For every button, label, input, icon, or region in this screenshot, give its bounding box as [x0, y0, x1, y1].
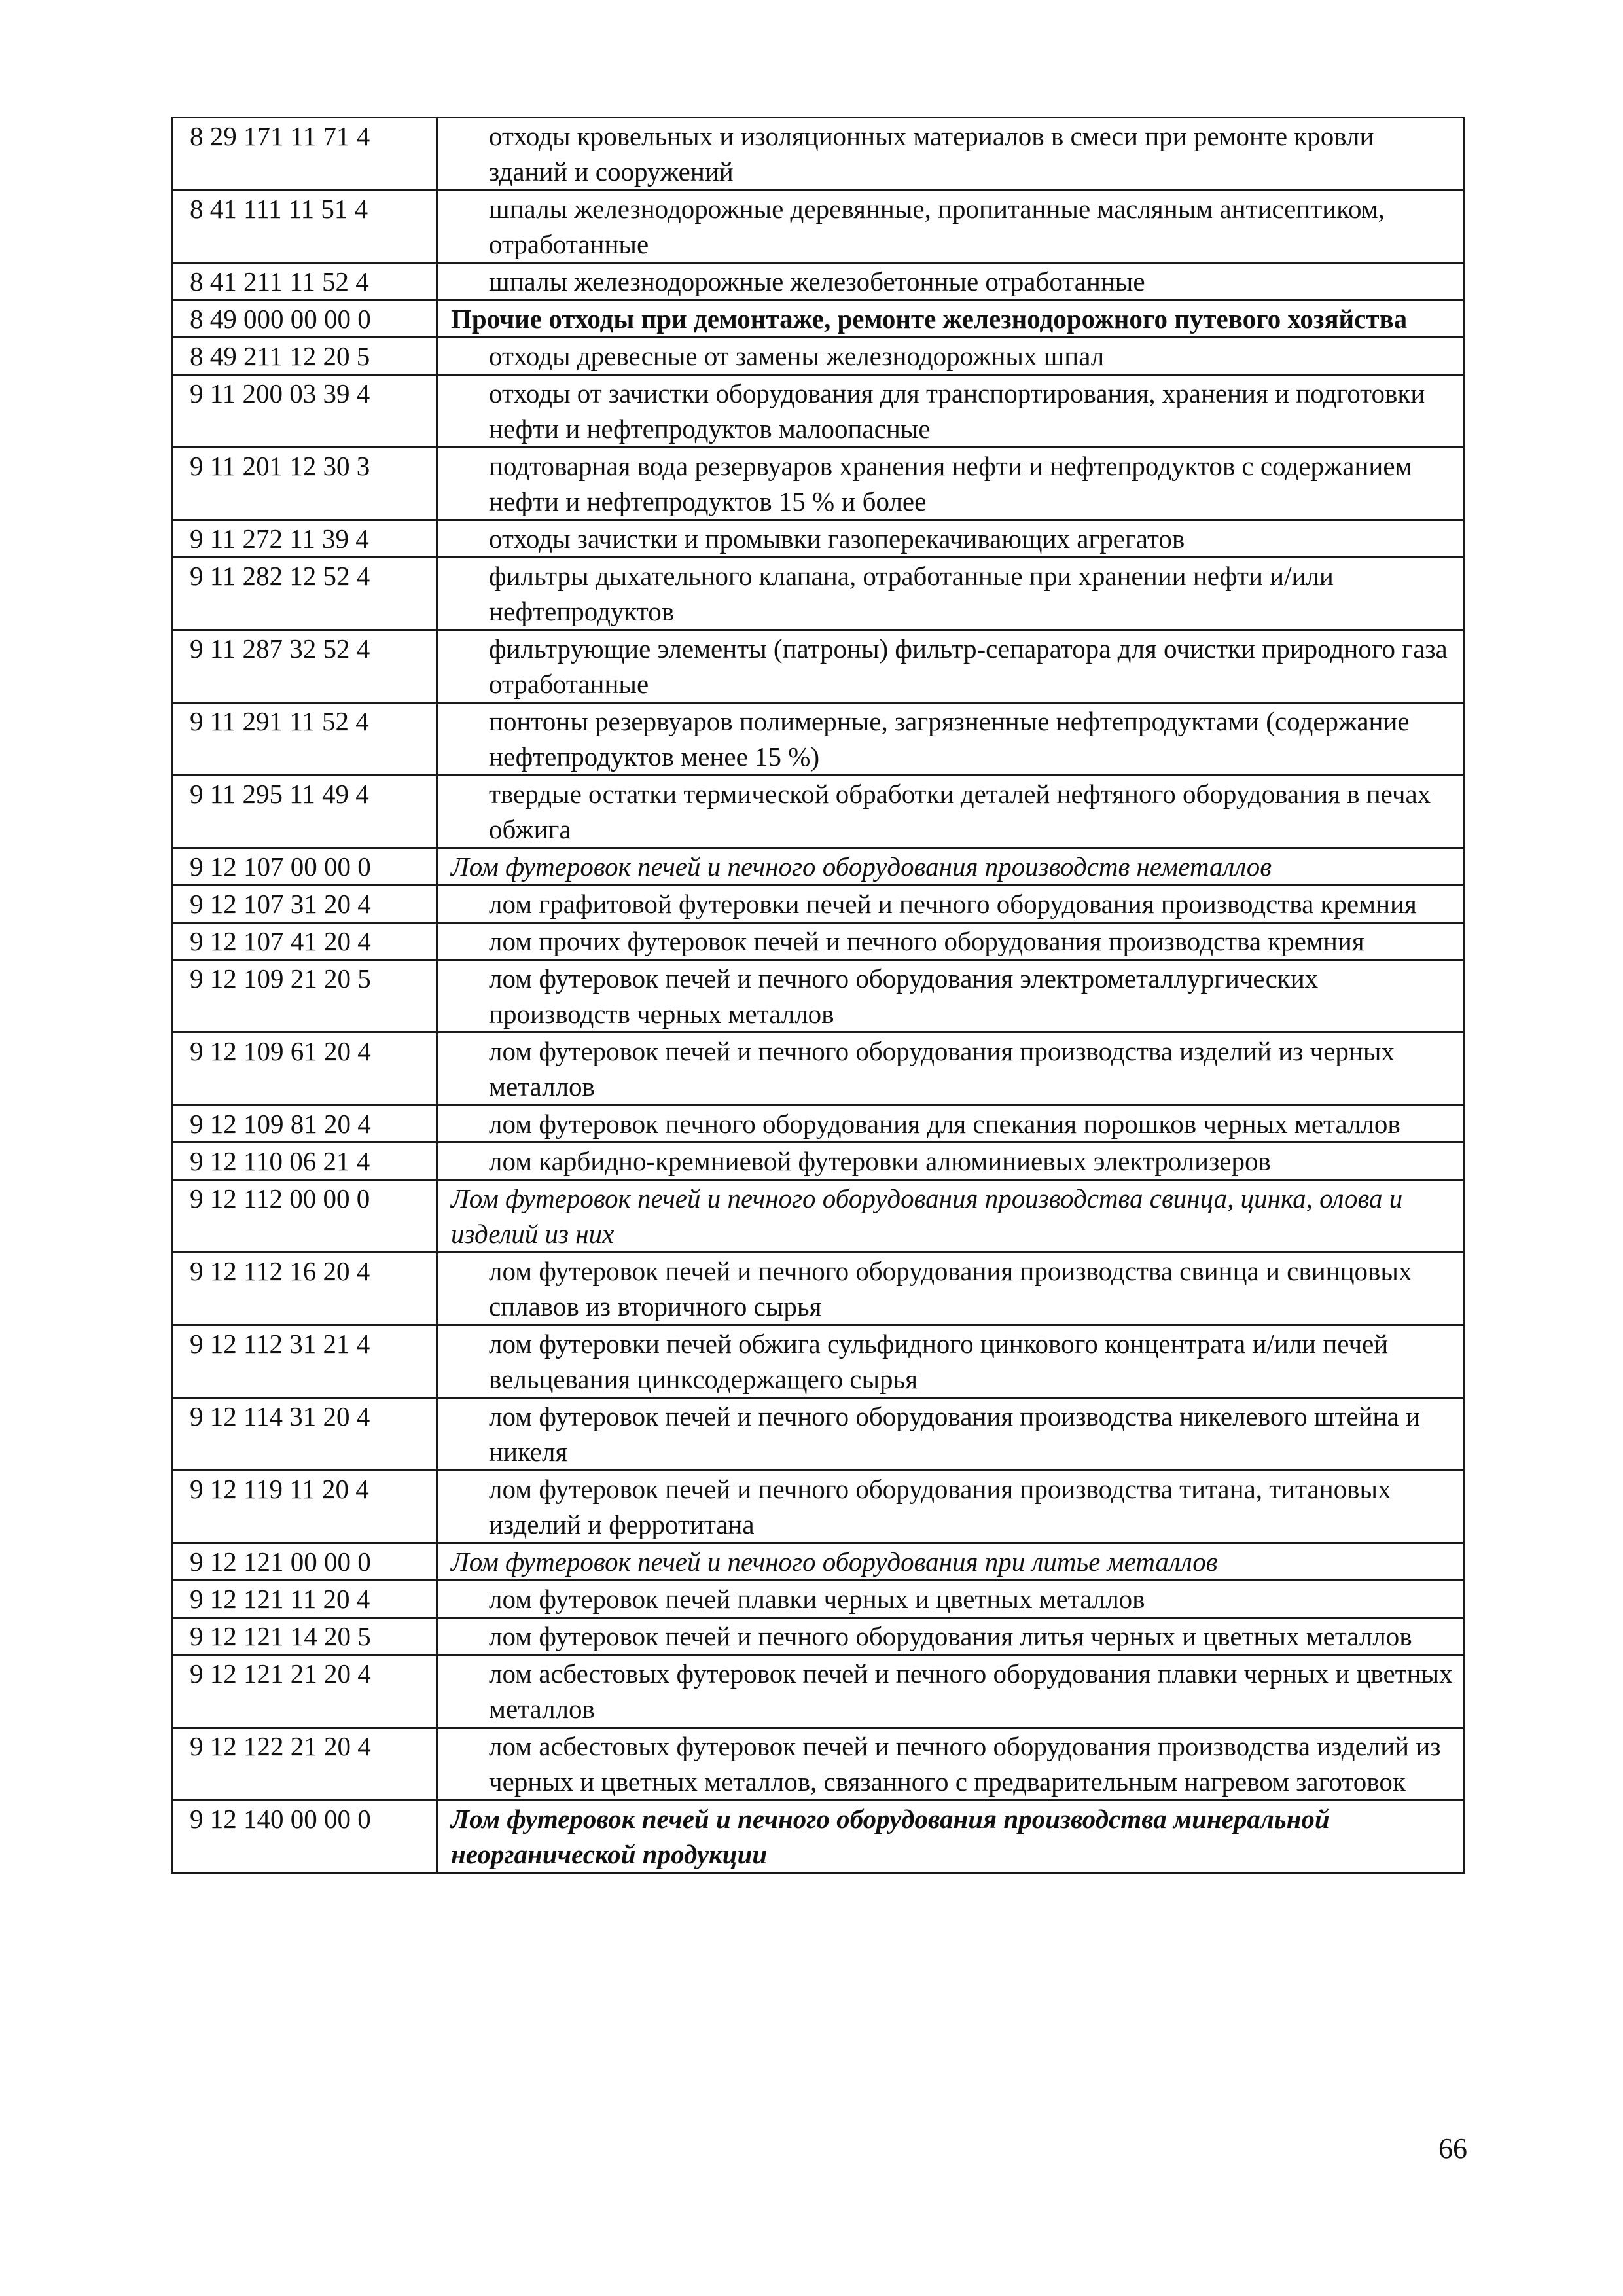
page-number: 66: [1438, 2132, 1467, 2164]
waste-name-cell: Прочие отходы при демонтаже, ремонте железнодорожного путевого хозяйства: [437, 300, 1465, 338]
waste-name-cell: лом карбидно-кремниевой футеровки алюминиевых электролизеров: [437, 1143, 1465, 1180]
waste-name-cell: шпалы железнодорожные деревянные, пропитанные масляным антисептиком, отработанные: [437, 190, 1465, 263]
waste-code-cell: 9 12 107 31 20 4: [172, 886, 437, 923]
waste-name-cell: лом футеровок печей и печного оборудования производства никелевого штейна и никеля: [437, 1398, 1465, 1471]
waste-name-cell: подтоварная вода резервуаров хранения нефти и нефтепродуктов с содержанием нефти и нефтепродуктов 15 % и более: [437, 448, 1465, 520]
waste-name-cell: лом футеровок печей плавки черных и цветных металлов: [437, 1581, 1465, 1618]
table-row: [172, 1325, 1465, 1398]
waste-name-cell: Лом футеровок печей и печного оборудования производств неметаллов: [437, 848, 1465, 886]
table-row: [172, 886, 1465, 923]
waste-code-cell: 8 41 211 11 52 4: [172, 263, 437, 300]
waste-name-cell: лом асбестовых футеровок печей и печного оборудования производства изделий из черных и цветных металлов, связанного с предварительным нагревом заготовок: [437, 1728, 1465, 1801]
table-row: [172, 776, 1465, 848]
waste-code-cell: 9 11 287 32 52 4: [172, 630, 437, 703]
waste-code-cell: 8 41 111 11 51 4: [172, 190, 437, 263]
waste-code-cell: 9 12 109 61 20 4: [172, 1033, 437, 1105]
table-row: [172, 448, 1465, 520]
table-row: [172, 630, 1465, 703]
waste-name-cell: фильтрующие элементы (патроны) фильтр-сепаратора для очистки природного газа отработанные: [437, 630, 1465, 703]
waste-code-cell: 9 12 107 41 20 4: [172, 923, 437, 960]
table-row: [172, 190, 1465, 263]
waste-name-cell: лом футеровок печей и печного оборудования электрометаллургических производств черных металлов: [437, 960, 1465, 1033]
waste-code-cell: 9 12 121 00 00 0: [172, 1543, 437, 1581]
waste-code-cell: 9 11 282 12 52 4: [172, 558, 437, 630]
waste-code-cell: 9 12 119 11 20 4: [172, 1471, 437, 1543]
table-row: [172, 118, 1465, 190]
table-row: [172, 703, 1465, 776]
waste-name-cell: отходы кровельных и изоляционных материалов в смеси при ремонте кровли зданий и сооружений: [437, 118, 1465, 190]
waste-name-cell: понтоны резервуаров полимерные, загрязненные нефтепродуктами (содержание нефтепродуктов менее 15 %): [437, 703, 1465, 776]
waste-code-cell: 9 12 109 81 20 4: [172, 1105, 437, 1143]
table-row: [172, 1618, 1465, 1655]
waste-name-cell: лом футеровки печей обжига сульфидного цинкового концентрата и/или печей вельцевания цинксодержащего сырья: [437, 1325, 1465, 1398]
waste-name-cell: Лом футеровок печей и печного оборудования производства свинца, цинка, олова и изделий из них: [437, 1180, 1465, 1253]
table-row: [172, 960, 1465, 1033]
waste-name-cell: шпалы железнодорожные железобетонные отработанные: [437, 263, 1465, 300]
waste-code-cell: 8 49 000 00 00 0: [172, 300, 437, 338]
waste-name-cell: Лом футеровок печей и печного оборудования при литье металлов: [437, 1543, 1465, 1581]
table-row: [172, 923, 1465, 960]
table-row: [172, 1728, 1465, 1801]
table-row: [172, 1655, 1465, 1728]
table-row: [172, 375, 1465, 448]
waste-code-cell: 9 12 121 11 20 4: [172, 1581, 437, 1618]
table-row: [172, 1543, 1465, 1581]
table-row: [172, 1105, 1465, 1143]
waste-code-cell: 9 12 121 21 20 4: [172, 1655, 437, 1728]
table-body: [172, 118, 1465, 1873]
table-row: [172, 558, 1465, 630]
waste-name-cell: лом футеровок печей и печного оборудования производства титана, титановых изделий и ферротитана: [437, 1471, 1465, 1543]
waste-name-cell: лом асбестовых футеровок печей и печного оборудования плавки черных и цветных металлов: [437, 1655, 1465, 1728]
waste-name-cell: лом футеровок печей и печного оборудования производства свинца и свинцовых сплавов из вторичного сырья: [437, 1253, 1465, 1325]
waste-code-cell: 9 12 121 14 20 5: [172, 1618, 437, 1655]
waste-code-cell: 9 12 107 00 00 0: [172, 848, 437, 886]
table-row: [172, 1801, 1465, 1873]
table-row: [172, 1033, 1465, 1105]
waste-code-cell: 9 11 295 11 49 4: [172, 776, 437, 848]
waste-code-cell: 9 12 112 31 21 4: [172, 1325, 437, 1398]
waste-name-cell: отходы от зачистки оборудования для транспортирования, хранения и подготовки нефти и нефтепродуктов малоопасные: [437, 375, 1465, 448]
waste-code-cell: 9 12 112 00 00 0: [172, 1180, 437, 1253]
waste-code-cell: 9 11 201 12 30 3: [172, 448, 437, 520]
table-row: [172, 338, 1465, 375]
waste-name-cell: лом графитовой футеровки печей и печного оборудования производства кремния: [437, 886, 1465, 923]
table-row: [172, 1180, 1465, 1253]
waste-code-cell: 9 12 110 06 21 4: [172, 1143, 437, 1180]
waste-classification-table: [171, 117, 1465, 1874]
table-row: [172, 1581, 1465, 1618]
table-row: [172, 1471, 1465, 1543]
table-row: [172, 263, 1465, 300]
table-row: [172, 1398, 1465, 1471]
table-row: [172, 300, 1465, 338]
waste-code-cell: 9 12 109 21 20 5: [172, 960, 437, 1033]
waste-name-cell: лом футеровок печного оборудования для спекания порошков черных металлов: [437, 1105, 1465, 1143]
waste-code-cell: 8 49 211 12 20 5: [172, 338, 437, 375]
waste-code-cell: 9 12 140 00 00 0: [172, 1801, 437, 1873]
waste-name-cell: лом футеровок печей и печного оборудования производства изделий из черных металлов: [437, 1033, 1465, 1105]
table-row: [172, 848, 1465, 886]
waste-code-cell: 9 12 122 21 20 4: [172, 1728, 437, 1801]
table-row: [172, 1253, 1465, 1325]
waste-name-cell: лом прочих футеровок печей и печного оборудования производства кремния: [437, 923, 1465, 960]
waste-code-cell: 9 12 112 16 20 4: [172, 1253, 437, 1325]
waste-code-cell: 9 11 272 11 39 4: [172, 520, 437, 558]
table-row: [172, 520, 1465, 558]
waste-name-cell: Лом футеровок печей и печного оборудования производства минеральной неорганической продукции: [437, 1801, 1465, 1873]
waste-name-cell: отходы древесные от замены железнодорожных шпал: [437, 338, 1465, 375]
waste-code-cell: 8 29 171 11 71 4: [172, 118, 437, 190]
waste-name-cell: отходы зачистки и промывки газоперекачивающих агрегатов: [437, 520, 1465, 558]
waste-name-cell: лом футеровок печей и печного оборудования литья черных и цветных металлов: [437, 1618, 1465, 1655]
waste-code-cell: 9 11 200 03 39 4: [172, 375, 437, 448]
waste-code-cell: 9 12 114 31 20 4: [172, 1398, 437, 1471]
waste-name-cell: фильтры дыхательного клапана, отработанные при хранении нефти и/или нефтепродуктов: [437, 558, 1465, 630]
table-row: [172, 1143, 1465, 1180]
waste-code-cell: 9 11 291 11 52 4: [172, 703, 437, 776]
waste-name-cell: твердые остатки термической обработки деталей нефтяного оборудования в печах обжига: [437, 776, 1465, 848]
